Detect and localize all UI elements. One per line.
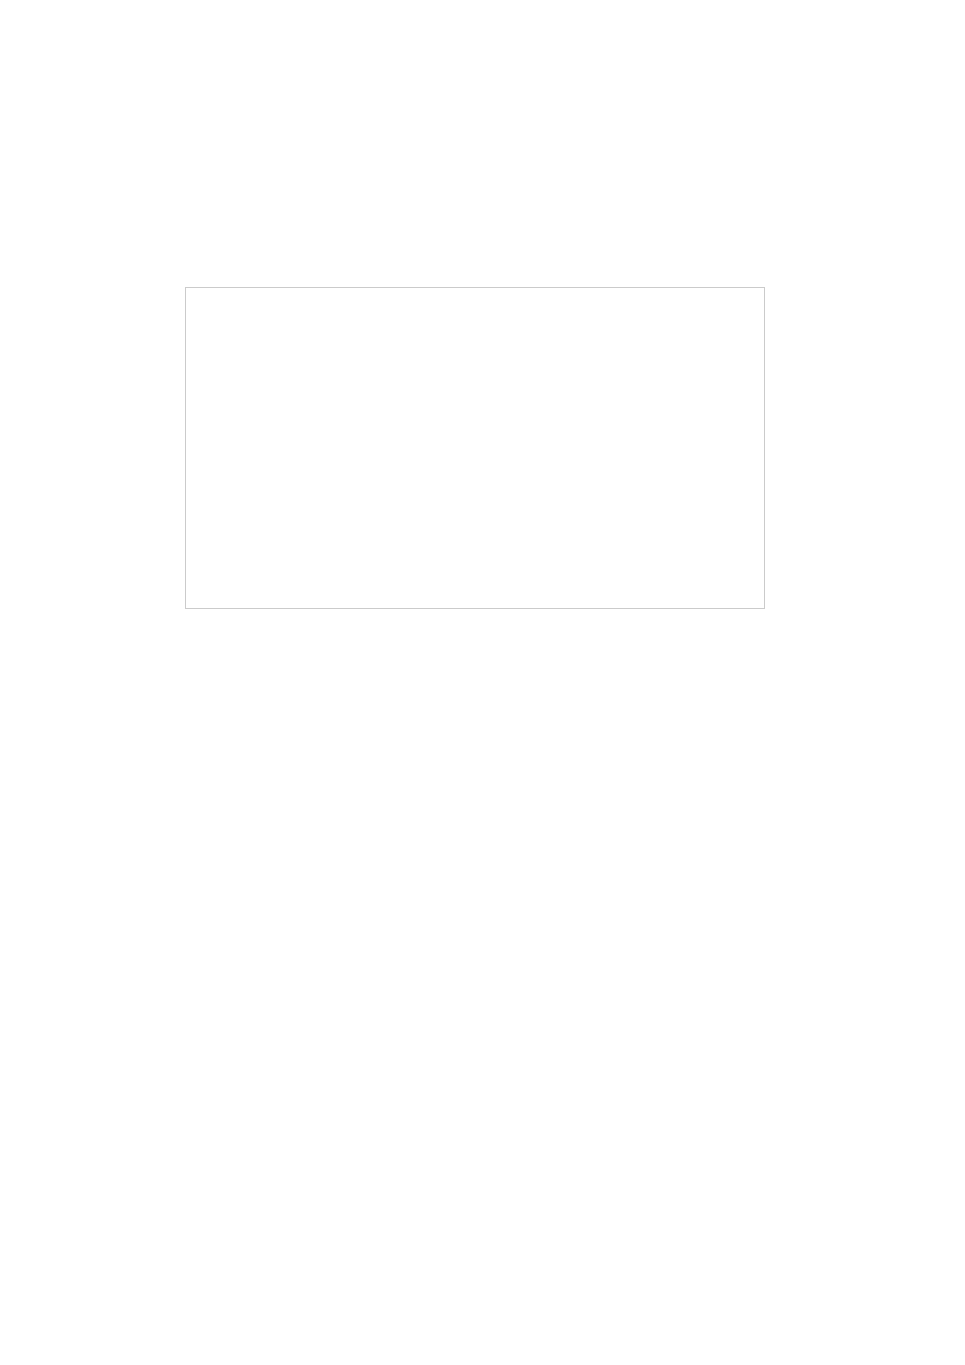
page-footer-brand-pagenumber [0,1254,965,1265]
figure-4-9-chart [185,287,765,609]
figure-4-10-chart [195,905,795,1227]
